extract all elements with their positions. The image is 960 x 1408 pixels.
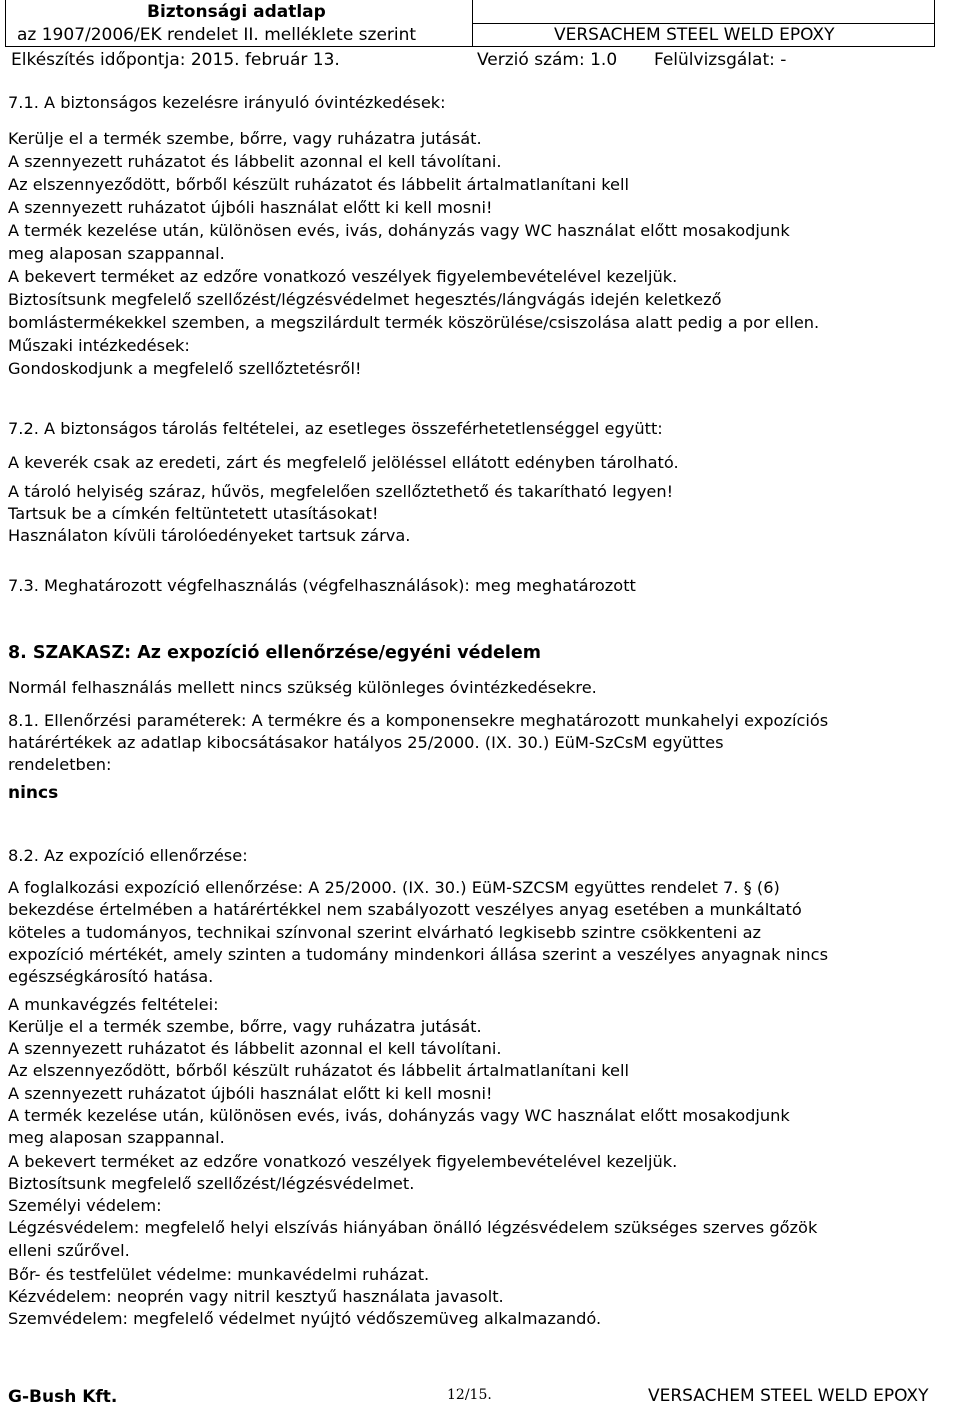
text-line: Kerülje el a termék szembe, bőrre, vagy ruházatra jutását. xyxy=(8,1017,482,1036)
text-line: Szemvédelem: megfelelő védelmet nyújtó védőszemüveg alkalmazandó. xyxy=(8,1309,602,1328)
header-divider xyxy=(472,23,934,24)
header-table xyxy=(5,0,935,47)
heading-7-3: 7.3. Meghatározott végfelhasználás (végfelhasználások): meg meghatározott xyxy=(8,576,636,595)
text-line: elleni szűrővel. xyxy=(8,1241,130,1260)
text-line: Gondoskodjunk a megfelelő szellőztetésről! xyxy=(8,359,362,378)
text-line: A szennyezett ruházatot és lábbelit azonnal el kell távolítani. xyxy=(8,152,502,171)
text-line: köteles a tudományos, technikai színvonal szerint elvárható legkisebb szintre csökkenteni az xyxy=(8,923,761,942)
text-line: A szennyezett ruházatot és lábbelit azonnal el kell távolítani. xyxy=(8,1039,502,1058)
text-line: A szennyezett ruházatot újbóli használat előtt ki kell mosni! xyxy=(8,198,493,217)
document-title: Biztonsági adatlap xyxy=(147,2,326,22)
text-line: Az elszennyeződött, bőrből készült ruházatot és lábbelit ártalmatlanítani kell xyxy=(8,175,629,194)
text-line: Műszaki intézkedések: xyxy=(8,336,190,355)
text-line: Biztosítsunk megfelelő szellőzést/légzésvédelmet. xyxy=(8,1174,415,1193)
preparation-date: Elkészítés időpontja: 2015. február 13. xyxy=(11,50,340,70)
regulation-reference: az 1907/2006/EK rendelet II. melléklete szerint xyxy=(17,25,417,45)
footer-product-name: VERSACHEM STEEL WELD EPOXY xyxy=(648,1386,929,1406)
text-line: Az elszennyeződött, bőrből készült ruházatot és lábbelit ártalmatlanítani kell xyxy=(8,1061,629,1080)
text-line: Tartsuk be a címkén feltüntetett utasításokat! xyxy=(8,504,379,523)
text-line: egészségkárosító hatása. xyxy=(8,967,214,986)
heading-7-2: 7.2. A biztonságos tárolás feltételei, az esetleges összeférhetetlenséggel együtt: xyxy=(8,419,663,438)
text-line: Bőr- és testfelület védelme: munkavédelmi ruházat. xyxy=(8,1265,430,1284)
text-line: A keverék csak az eredeti, zárt és megfelelő jelöléssel ellátott edényben tárolható. xyxy=(8,453,679,472)
text-line: bomlástermékekkel szemben, a megszilárdult termék köszörülése/csiszolása alatt pedig a por ellen. xyxy=(8,313,820,332)
text-line: A tároló helyiség száraz, hűvös, megfelelően szellőztethető és takarítható legyen! xyxy=(8,482,674,501)
text-line: Biztosítsunk megfelelő szellőzést/légzésvédelmet hegesztés/lángvágás idején keletkező xyxy=(8,290,722,309)
text-line: Kerülje el a termék szembe, bőrre, vagy ruházatra jutását. xyxy=(8,129,482,148)
text-line: A bekevert terméket az edzőre vonatkozó veszélyek figyelembevételével kezeljük. xyxy=(8,1152,678,1171)
section-8-title: 8. SZAKASZ: Az expozíció ellenőrzése/egyéni védelem xyxy=(8,643,542,663)
text-line: meg alaposan szappannal. xyxy=(8,244,225,263)
text-line: Légzésvédelem: megfelelő helyi elszívás hiányában önálló légzésvédelem szükséges szerves gőzök xyxy=(8,1218,818,1237)
header-left-cell xyxy=(6,0,473,46)
revision: Felülvizsgálat: - xyxy=(654,50,787,70)
text-line: rendeletben: xyxy=(8,755,112,774)
version-number: Verzió szám: 1.0 xyxy=(477,50,618,70)
text-line: Használaton kívüli tárolóedényeket tartsuk zárva. xyxy=(8,526,411,545)
value-none: nincs xyxy=(8,783,59,803)
footer-company: G-Bush Kft. xyxy=(8,1387,118,1407)
text-line: A bekevert terméket az edzőre vonatkozó veszélyek figyelembevételével kezeljük. xyxy=(8,267,678,286)
heading-8-2: 8.2. Az expozíció ellenőrzése: xyxy=(8,846,248,865)
text-line: A szennyezett ruházatot újbóli használat előtt ki kell mosni! xyxy=(8,1084,493,1103)
heading-7-1: 7.1. A biztonságos kezelésre irányuló óvintézkedések: xyxy=(8,93,446,112)
heading-8-1: 8.1. Ellenőrzési paraméterek: A termékre és a komponensekre meghatározott munkahelyi expozíciós xyxy=(8,711,829,730)
text-line: bekezdése értelmében a határértékkel nem szabályozott veszélyes anyag esetében a munkáltató xyxy=(8,900,802,919)
text-line: A termék kezelése után, különösen evés, ivás, dohányzás vagy WC használat előtt mosakodjunk xyxy=(8,1106,790,1125)
text-line: Kézvédelem: neoprén vagy nitril kesztyű használata javasolt. xyxy=(8,1287,504,1306)
footer-page-number: 12/15. xyxy=(447,1387,492,1403)
text-line: A munkavégzés feltételei: xyxy=(8,995,219,1014)
text-line: A foglalkozási expozíció ellenőrzése: A 25/2000. (IX. 30.) EüM-SZCSM együttes rendelet 7. § (6) xyxy=(8,878,780,897)
text-line: Személyi védelem: xyxy=(8,1196,162,1215)
text-line: expozíció mértékét, amely szinten a tudomány mindenkori állása szerint a veszélyes anyagnak nincs xyxy=(8,945,829,964)
text-line: határértékek az adatlap kibocsátásakor hatályos 25/2000. (IX. 30.) EüM-SzCsM együttes xyxy=(8,733,724,752)
header-product-name: VERSACHEM STEEL WELD EPOXY xyxy=(554,25,835,45)
text-line: Normál felhasználás mellett nincs szükség különleges óvintézkedésekre. xyxy=(8,678,597,697)
text-line: A termék kezelése után, különösen evés, ivás, dohányzás vagy WC használat előtt mosakodjunk xyxy=(8,221,790,240)
text-line: meg alaposan szappannal. xyxy=(8,1128,225,1147)
